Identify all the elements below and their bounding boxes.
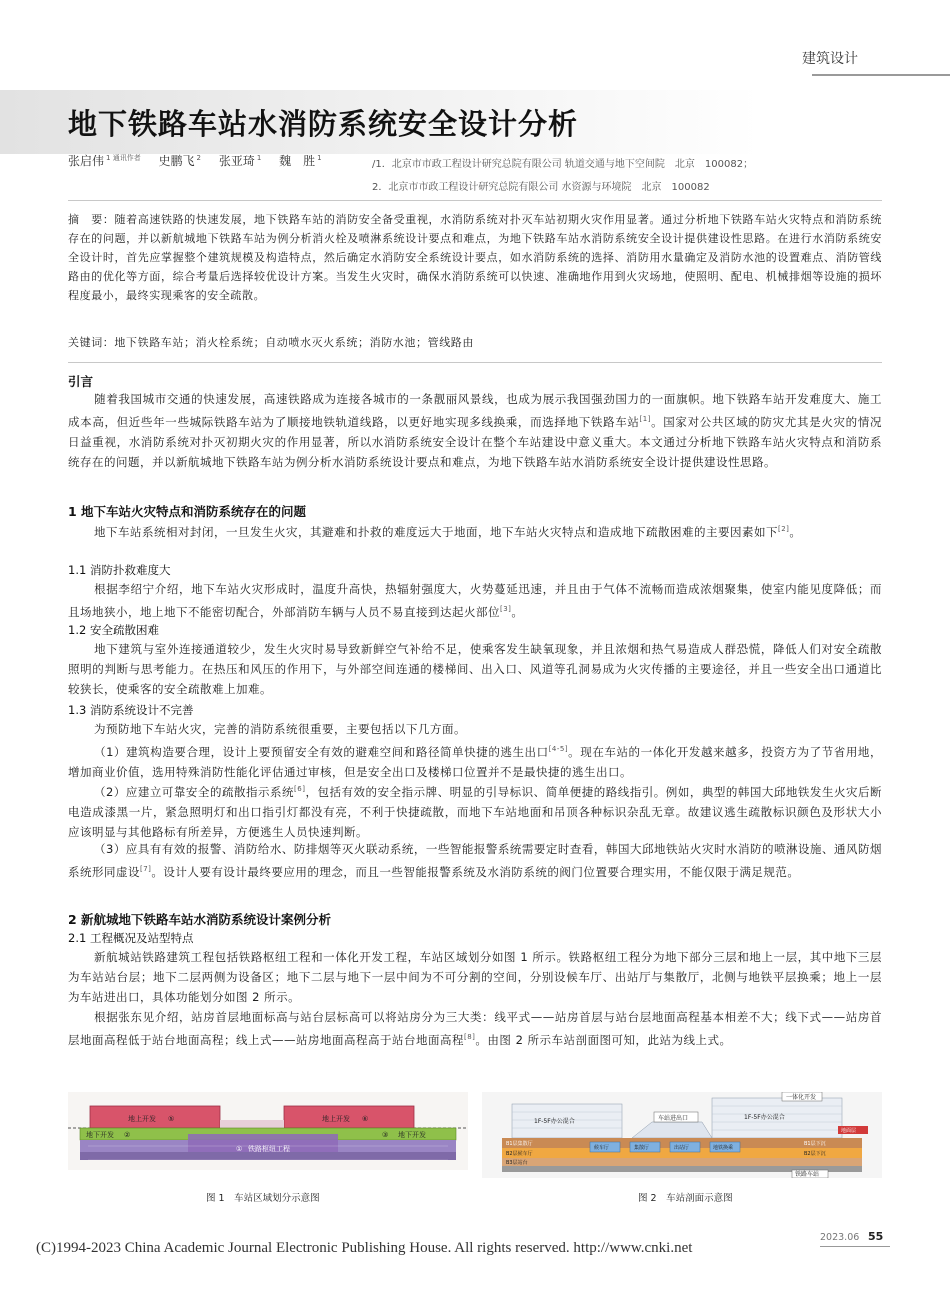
para-intro: 随着我国城市交通的快速发展，高速铁路成为连接各城市的一条靓丽风景线，也成为展示我国强劲国力的一面旗帜。地下铁路车站开发难度大、施工成本高，但近些年一些城际铁路车站为了顺接地铁轨道线路，以更好地实现多线换乘，而选择地下铁路车站[1]。国家对公共区域的防灾尤其是火灾的情况日益重视，水消防系统对扑灭初期火灾的作用显著，所以水消防系统安全设计在整个车站建设中意义重大。本文通过分析地下铁路车站火灾特点和消防系统存在的问题，并以新航城地下铁路车站为例分析水消防系统设计要点和难点，为地下铁路车站水消防系统安全设计提供建设性思路。 [68,392,882,469]
fig2-label-office-left: 1F-5F办公混合 [534,1118,575,1125]
para-2-1-b: 根据张东见介绍，站房首层地面标高与站台层标高可以将站房分为三大类：线平式——站房首层与站台层地面高程基本相差不大；线下式——站房首层地面高程低于站台地面高程；线上式——站房地面高程高于站台地面高程[8]。由图 2 所示车站剖面图可知，此站为线上式。 [68,1010,882,1047]
issue-date: 2023.06 [820,1232,860,1243]
heading-1-2: 1.2 安全疏散困难 [68,623,159,637]
figure-1-caption: 图 1 车站区域划分示意图 [206,1193,320,1204]
heading-1-3: 1.3 消防系统设计不完善 [68,703,194,717]
para-2-1-a: 新航城站铁路建筑工程包括铁路枢纽工程和一体化开发工程，车站区域划分如图 1 所示。铁路枢纽工程分为地下部分三层和地上一层，其中地下三层为车站站台层；地下二层两侧为设备区；地下二层与地下一层中间为不可分割的空间，分别设候车厅、出站厅与集散厅，北侧与地铁平层换乘；地上一层为车站进出口，具体功能划分如图 2 所示。 [68,950,882,1004]
fig2-label-r-b2: B2层下沉 [804,1151,826,1157]
para-1-2: 地下建筑与室外连接通道较少，发生火灾时易导致新鲜空气补给不足，使乘客发生缺氧现象，并且浓烟和热气易造成人群恐慌，降低人们对安全疏散照明的判断与思考能力。在热压和风压的作用下，与外部空间连通的楼梯间、出入口、风道等孔洞易成为火灾传播的主要途径，并且一些安全出口通道比较狭长，使乘客的安全疏散难上加难。 [68,642,882,696]
figure-2-caption: 图 2 车站剖面示意图 [638,1193,733,1204]
header-rule [812,74,950,76]
para-1-3-intro: 为预防地下车站火灾，完善的消防系统很重要，主要包括以下几方面。 [94,722,466,736]
author-2: 史鹏飞 $^2$ [158,154,202,168]
para-1-3-item-3: （3）应具有有效的报警、消防给水、防排烟等灭火联动系统，一些智能报警系统需要定时查看，韩国大邱地铁站火灾时水消防的喷淋设施、通风防烟系统形同虚设[7]。设计人要有设计最终要应用的理念，而且一些智能报警系统及水消防系统的阀门位置要合理实用，不能仅限于满足规范。 [68,842,882,879]
abstract: 摘 要：随着高速铁路的快速发展，地下铁路车站的消防安全备受重视，水消防系统对扑灭车站初期火灾作用显著。通过分析地下铁路车站火灾特点和消防系统存在的问题，并以新航城地下铁路车站为例分析消火栓及喷淋系统设计要点和难点，为地下铁路车站水消防系统安全设计提供建设性思路。在进行水消防系统安全设计时，首先应掌握整个建筑规模及构造特点，然后确定水消防安全系统设计要点，如水消防系统的选择、消防用水量确定及消防水池的设置难点、消防管线路由的优化等方面，综合考量后选择较优设计方案。当发生火灾时，确保水消防系统可以快速、准确地作用到火灾场地，使照明、配电、机械排烟等设施的损坏程度最小，最终实现乘客的安全疏散。 [68,213,882,302]
fig1-label-mid-left-num: ② [124,1131,131,1139]
fig2-label-b2: B2层候车厅 [506,1151,533,1157]
fig1-label-mid-right-num: ③ [382,1131,389,1139]
fig2-label-room-3: 出站厅 [674,1145,690,1151]
keywords: 关键词：地下铁路车站；消火栓系统；自动喷水灭火系统；消防水池；管线路由 [68,336,474,349]
para-1-3-item-1: （1）建筑构造要合理，设计上要预留安全有效的避难空间和路径简单快捷的逃生出口[4-5]。现在车站的一体化开发越来越多，投资方为了节省用地，增加商业价值，选用特殊消防性能化评估通过审核，但是安全出口及楼梯口位置并不是最快捷的逃生出口。 [68,745,883,779]
heading-intro: 引言 [68,374,94,389]
fig2-label-office-right: 1F-5F办公混合 [744,1114,785,1121]
fig1-label-center-num: ① [236,1145,243,1153]
paper-title: 地下铁路车站水消防系统安全设计分析 [68,107,579,141]
fig1-label-top-right: 地上开发 [322,1115,350,1123]
fig1-label-top-left: 地上开发 [128,1115,156,1123]
affiliation-2: 2．北京市市政工程设计研究总院有限公司 水资源与环境院 北京 100082 [372,182,710,193]
para-1-3-item-2: （2）应建立可靠安全的疏散指示系统[6]，包括有效的安全指示牌、明显的引导标识、简单便捷的路线指引。例如，典型的韩国大邱地铁发生火灾后断电造成漆黑一片，紧急照明灯和出口指引灯都没有亮，不利于快捷疏散，而地下车站地面和吊顶各种标识杂乱无章。故建议逃生疏散标识颜色及形状大小应该明显与其他路标有所差异，方便逃生人员快速判断。 [68,785,882,839]
heading-1-1: 1.1 消防扑救难度大 [68,563,171,577]
author-3: 张亚琦 $^1$ [218,154,262,168]
fig2-label-r-b1: B1层下沉 [804,1141,826,1147]
para-1-1: 根据李绍宁介绍，地下车站火灾形成时，温度升高快，热辐射强度大，火势蔓延迅速，并且由于气体不流畅而造成浓烟聚集，使室内能见度降低；而且场地狭小，地上地下不能密切配合，外部消防车辆与人员不易直接到达起火部位[3]。 [68,582,882,619]
fig2-label-room-1: 候车厅 [594,1145,610,1151]
copyright-line: (C)1994-2023 China Academic Journal Electronic Publishing House. All rights reserved. http://www.cnki.net [36,1240,693,1256]
fig1-label-mid-right: 地下开发 [398,1131,426,1139]
authors-line [68,152,336,169]
para-section-1: 地下车站系统相对封闭，一旦发生火灾，其避难和扑救的难度远大于地面，地下车站火灾特点和造成地下疏散困难的主要因素如下[2]。 [94,525,802,539]
fig2-label-b1: B1层集散厅 [506,1141,533,1147]
heading-section-1: 1 地下车站火灾特点和消防系统存在的问题 [68,504,307,519]
affiliation-1: /1．北京市市政工程设计研究总院有限公司 轨道交通与地下空间院 北京 100082； [372,159,754,170]
fig2-label-entrance: 车站进出口 [658,1115,689,1122]
heading-2-1: 2.1 工程概况及站型特点 [68,931,194,945]
fig2-label-station: 铁路车站 [795,1171,820,1178]
fig1-label-top-right-num: ⑥ [362,1115,369,1123]
footer-rule [820,1246,890,1247]
fig2-level-b3 [502,1158,862,1166]
fig2-label-room-2: 集散厅 [634,1145,650,1151]
keywords-bottom-rule [68,362,882,363]
fig2-label-tag: 地面层 [841,1128,857,1134]
figure-2-diagram [482,1092,882,1178]
author-4: 魏 胜 $^1$ [279,154,322,168]
page-number: 55 [868,1230,884,1243]
fig2-label-dev: 一体化开发 [786,1094,817,1101]
fig2-label-room-4: 地铁换乘 [713,1145,734,1151]
abstract-top-rule [68,200,882,201]
fig1-label-top-left-num: ⑤ [168,1115,175,1123]
fig2-label-b3: B3层站台 [506,1160,528,1166]
section-tag: 建筑设计 [802,51,858,67]
fig1-label-mid-left: 地下开发 [86,1131,114,1139]
author-1: 张启伟 $^{1 通讯作者}$ [68,154,141,168]
heading-section-2: 2 新航城地下铁路车站水消防系统设计案例分析 [68,912,332,927]
figure-1-diagram [68,1092,468,1170]
fig1-label-center: 铁路枢纽工程 [248,1145,290,1153]
